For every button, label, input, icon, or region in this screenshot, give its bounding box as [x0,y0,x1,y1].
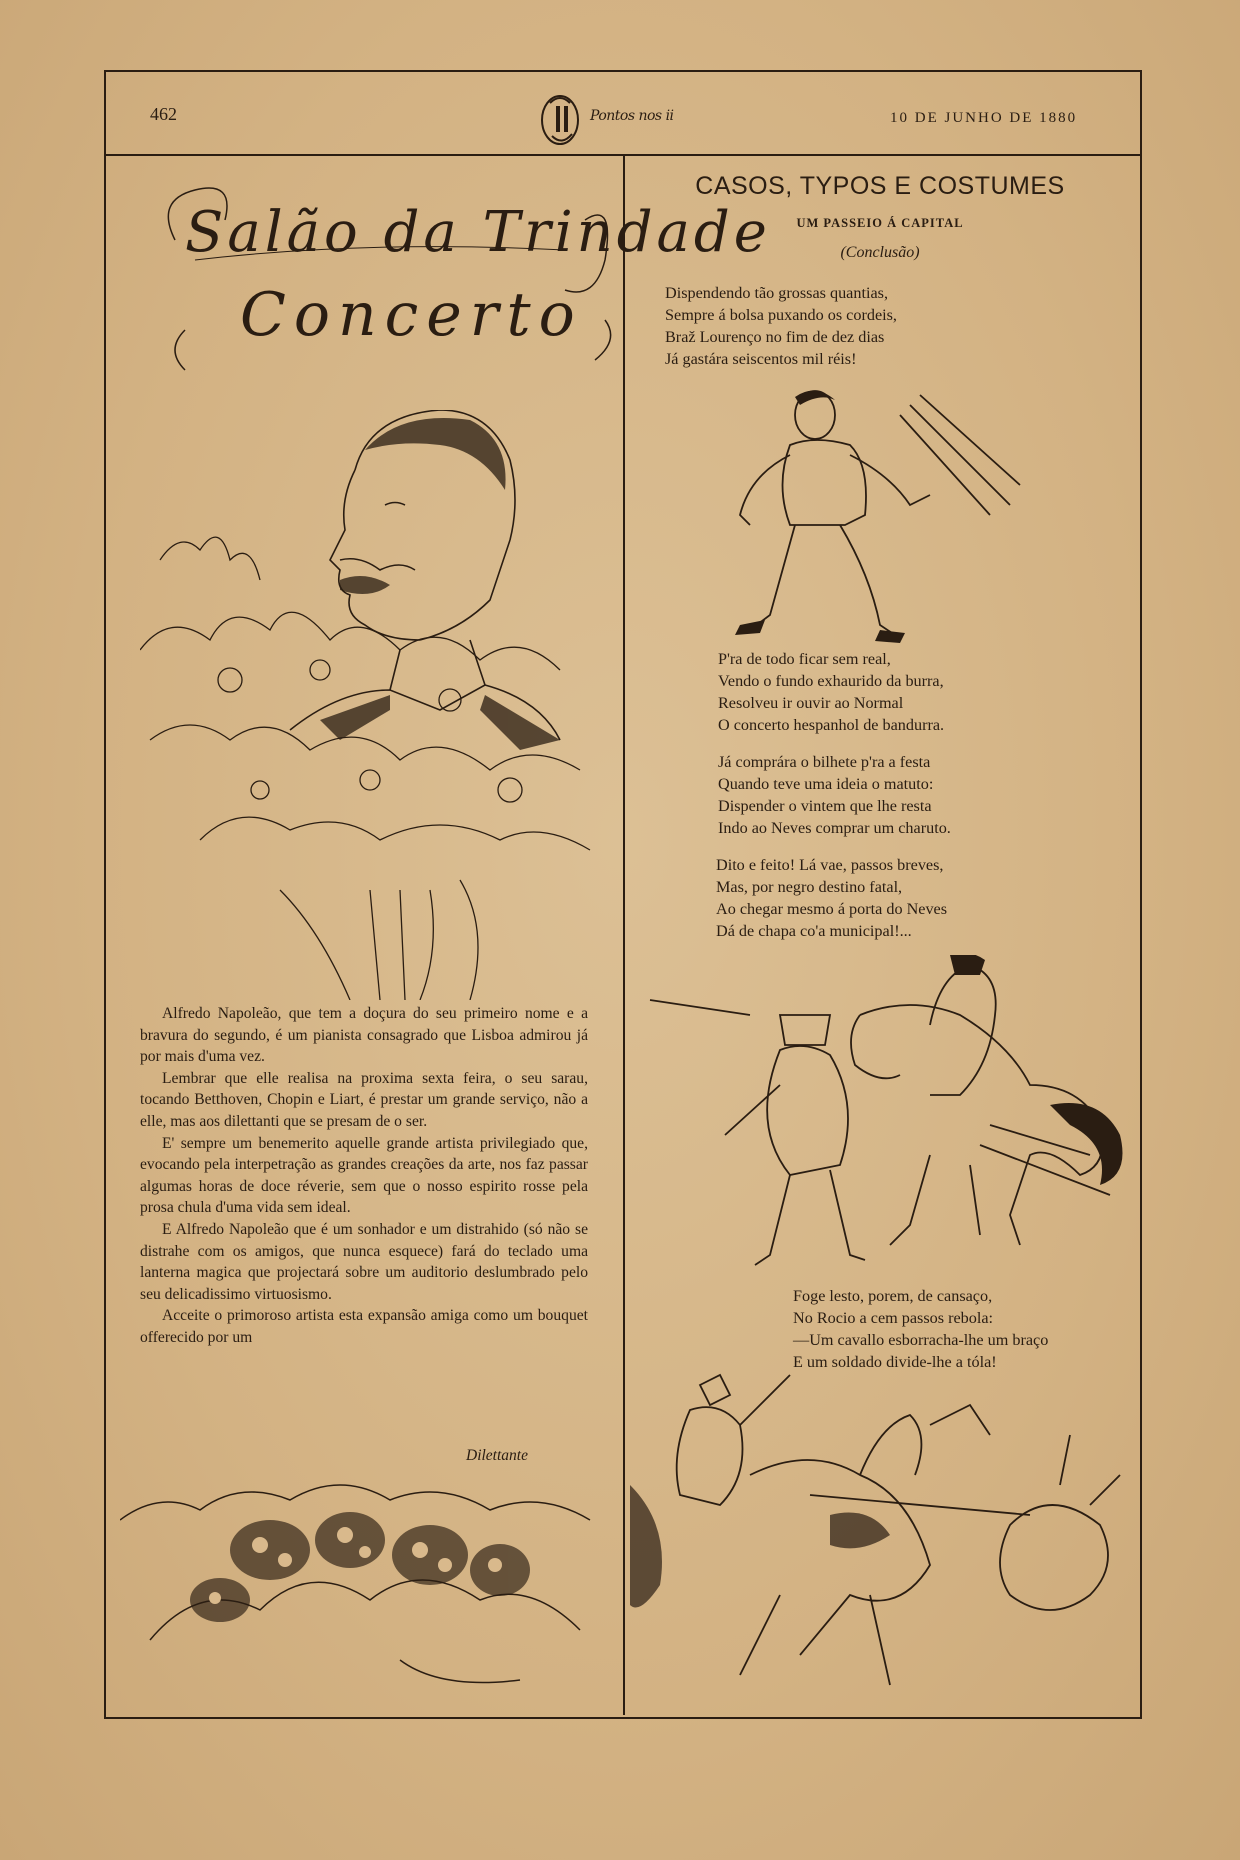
verse-line: Indo ao Neves comprar um charuto. [718,819,951,837]
verse-line: —Um cavallo esborracha-lhe um braço [793,1331,1049,1349]
verse-line: Ao chegar mesmo á porta do Neves [716,900,948,918]
verse-line: Mas, por negro destino fatal, [716,878,903,896]
verse-line: Vendo o fundo exhaurido da burra, [718,672,944,690]
section-title: CASOS, TYPOS E COSTUMES [695,172,1065,200]
verse-line: P'ra de todo ficar sem real, [718,650,891,668]
verse-line: Resolveu ir ouvir ao Normal [718,694,904,712]
portrait-illustration [140,410,620,1000]
paragraph: Alfredo Napoleão, que tem a doçura do seu primeiro nome e a bravura do segundo, é um pianista consagrado que Lisboa admirou já por mais d'uma vez. [140,1005,588,1066]
column-rule [623,156,625,1715]
horseman-and-man-illustration [630,955,1140,1285]
poem-stanza-3 [718,751,951,839]
man-walking-illustration [720,385,1030,645]
heading-concerto: Concerto [240,280,583,350]
verse-line: Sempre á bolsa puxando os cordeis, [665,306,897,324]
verse-line: Já gastára seiscentos mil réis! [665,350,857,368]
header-rule [104,154,1140,156]
verse-line: Dá de chapa co'a municipal!... [716,922,912,940]
verse-line: Dispender o vintem que lhe resta [718,797,932,815]
signature: Dilettante [466,1447,528,1464]
poem-stanza-4 [716,854,947,942]
verse-line: Já comprára o bilhete p'ra a festa [718,753,931,771]
verse-line: Foge lesto, porem, de cansaço, [793,1287,993,1305]
poem-stanza-5 [793,1285,1048,1373]
section-subtitle: UM PASSEIO Á CAPITAL [796,216,964,230]
paragraph: Lembrar que elle realisa na proxima sexta feira, o seu sarau, tocando Betthoven, Chopin e Liart, é prestar um grande serviço, não a elle, mas aos dilettanti que se presam de o ser. [140,1069,588,1130]
paragraph: E Alfredo Napoleão que é um sonhador e um distrahido (só não se distrahe com os amigos, que nunca esquece) fará do teclado uma lanterna magica que projectará sobre um auditorio deslumbrado pelo seu delicadissimo virtuosismo. [140,1220,588,1303]
verse-line: Quando teve uma ideia o matuto: [718,775,934,793]
paragraph: E' sempre um benemerito aquelle grande artista privilegiado que, evocando pela interpetração as grandes creações da arte, nos faz passar algumas horas de doce réverie, sem que o nosso espirito rosse pela prosa chula d'uma vida sem ideal. [140,1134,588,1217]
page-number: 462 [150,104,177,124]
verse-line: Dispendendo tão grossas quantias, [665,284,888,302]
article-body [140,1003,588,1349]
poem-stanza-2 [718,648,944,736]
paragraph: Acceite o primoroso artista esta expansão amiga como um bouquet offerecido por um [140,1307,588,1346]
verse-line: E um soldado divide-lhe a tóla! [793,1353,997,1371]
issue-date: 10 DE JUNHO DE 1880 [890,110,1078,126]
bouquet-illustration [120,1460,600,1700]
verse-line: Dito e feito! Lá vae, passos breves, [716,856,944,874]
fallen-man-illustration [630,1365,1130,1705]
section-conclusion-note: (Conclusão) [840,244,920,261]
poem-stanza-1 [665,282,897,370]
heading-salao-trindade: Salão da Trindade [185,200,771,265]
verse-line: Braž Lourenço no fim de dez dias [665,328,885,346]
masthead-title: Pontos nos ii [590,108,674,124]
verse-line: No Rocio a cem passos rebola: [793,1309,994,1327]
verse-line: O concerto hespanhol de bandurra. [718,716,945,734]
